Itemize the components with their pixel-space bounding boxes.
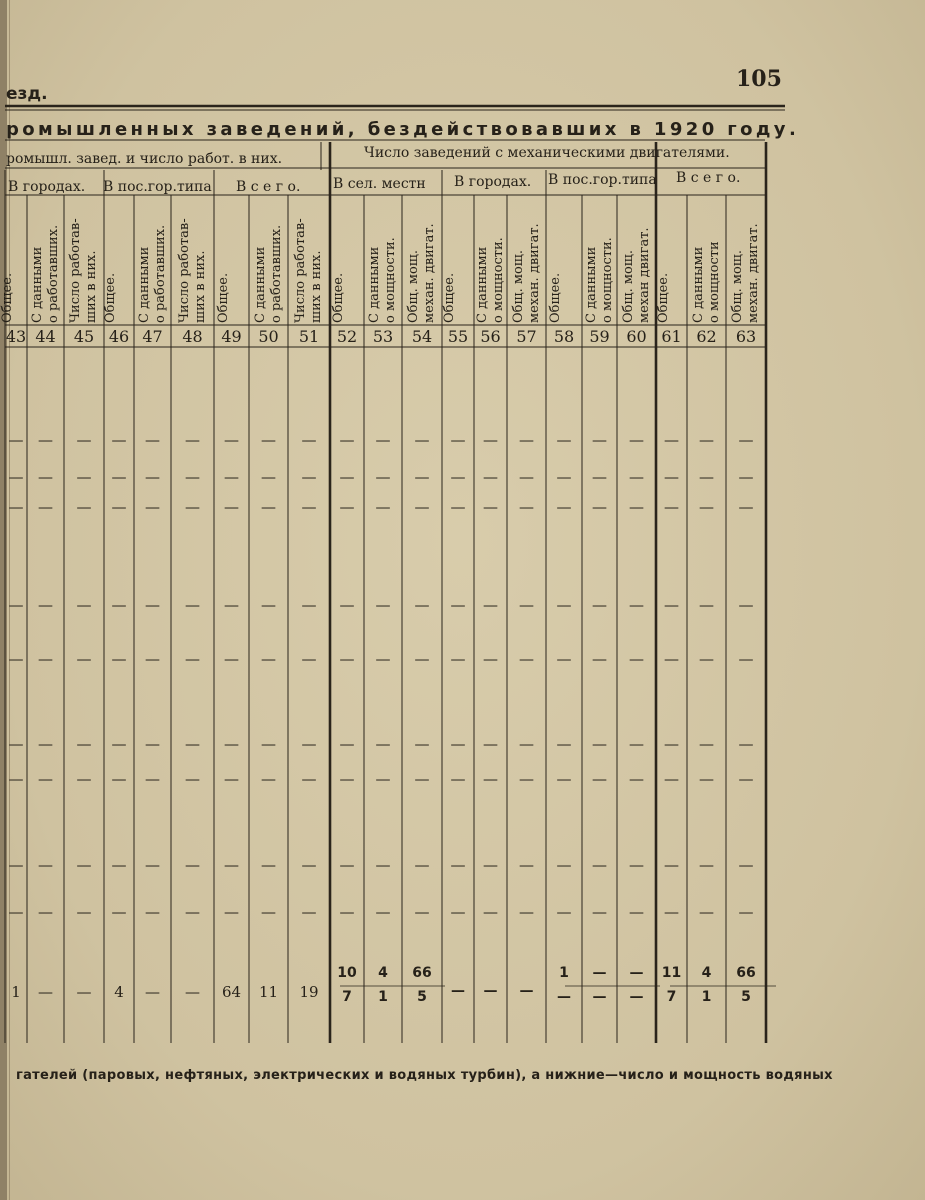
table-cell: — xyxy=(301,498,317,516)
table-cell: — xyxy=(738,735,754,753)
table-cell: — xyxy=(76,431,92,449)
table-cell: — xyxy=(483,856,498,874)
table-cell: — xyxy=(8,770,24,788)
table-cell: — xyxy=(738,431,754,449)
table-cell: — xyxy=(38,770,53,788)
table-cell: — xyxy=(375,596,391,614)
table-cell: — xyxy=(224,498,239,516)
table-cell: — xyxy=(483,650,498,668)
totals-cell: — xyxy=(629,965,644,981)
table-cell: — xyxy=(111,650,127,668)
column-label: С данными о мощности. xyxy=(474,237,506,323)
column-number: 56 xyxy=(480,327,501,346)
column-number: 54 xyxy=(411,327,433,346)
table-cell: — xyxy=(261,735,276,753)
table-cell: — xyxy=(261,650,276,668)
table-cell: — xyxy=(111,856,127,874)
table-cell: — xyxy=(38,431,53,449)
table-cell: — xyxy=(699,903,714,921)
table-cell: — xyxy=(339,770,355,788)
page-number: 105 xyxy=(736,66,782,92)
table-cell: — xyxy=(301,856,317,874)
totals-cell-lower: — xyxy=(629,989,644,1005)
table-cell: — xyxy=(111,498,127,516)
table-cell: — xyxy=(414,903,430,921)
totals-cell-lower: 1 xyxy=(378,989,388,1005)
subgroup-v-gorodakh-left: В городах. xyxy=(8,179,86,195)
table-cell: — xyxy=(375,903,391,921)
table-cell: — xyxy=(519,770,534,788)
column-number: 45 xyxy=(73,327,95,346)
table-cell: — xyxy=(629,770,644,788)
table-cell: — xyxy=(556,596,572,614)
table-cell: — xyxy=(185,735,200,753)
column-label: Общее. xyxy=(103,272,118,323)
column-number: 46 xyxy=(108,327,130,346)
column-label: Общ. мощ. механ. двигат. xyxy=(510,223,542,323)
table-cell: — xyxy=(261,431,276,449)
table-cell: — xyxy=(38,468,53,486)
totals-cell: — xyxy=(483,983,498,999)
table-cell: — xyxy=(111,468,127,486)
table-cell: — xyxy=(519,650,534,668)
column-label: С данными о мощности. xyxy=(367,237,398,323)
table-cell: — xyxy=(76,903,92,921)
table-cell: — xyxy=(483,770,498,788)
table-cell: — xyxy=(414,498,430,516)
table-cell: — xyxy=(699,498,714,516)
table-cell: — xyxy=(375,498,391,516)
table-cell: — xyxy=(556,431,572,449)
table-cell: — xyxy=(592,596,607,614)
table-cell: — xyxy=(738,770,754,788)
table-cell: — xyxy=(375,770,391,788)
table-cell: — xyxy=(556,650,572,668)
totals-cell: — xyxy=(592,965,607,981)
table-cell: — xyxy=(38,856,53,874)
table-cell: — xyxy=(483,468,498,486)
table-cell: — xyxy=(450,498,466,516)
table-cell: — xyxy=(519,596,534,614)
table-cell: — xyxy=(738,903,754,921)
table-cell: — xyxy=(145,770,160,788)
table-cell: — xyxy=(8,596,24,614)
table-cell: — xyxy=(38,903,53,921)
column-number: 59 xyxy=(589,327,610,346)
table-cell: — xyxy=(145,735,160,753)
table-cell: — xyxy=(450,650,466,668)
table-cell: — xyxy=(145,498,160,516)
totals-cell: — xyxy=(519,983,534,999)
table-cell: — xyxy=(592,856,607,874)
table-cell: — xyxy=(738,856,754,874)
table-cell: — xyxy=(224,903,239,921)
table-cell: — xyxy=(8,856,24,874)
table-cell: — xyxy=(76,498,92,516)
table-cell: — xyxy=(414,650,430,668)
column-label: Число работав- ших в них. xyxy=(293,218,324,323)
table-cell: — xyxy=(699,856,714,874)
totals-cell-lower: 5 xyxy=(417,989,427,1005)
totals-cell-lower: 5 xyxy=(741,989,751,1005)
group-header-right: Число заведений с механическими двигателями. xyxy=(364,145,730,161)
column-label: С данными о мощности xyxy=(690,241,722,323)
table-cell: — xyxy=(339,468,355,486)
table-cell: — xyxy=(592,498,607,516)
table-cell: — xyxy=(375,468,391,486)
table-cell: — xyxy=(664,770,679,788)
table-cell: — xyxy=(629,596,644,614)
table-cell: — xyxy=(414,856,430,874)
subgroup-v-sel-mestn: В сел. местн xyxy=(333,176,426,192)
column-number: 58 xyxy=(553,327,575,346)
totals-cell: 66 xyxy=(736,965,756,981)
table-cell: — xyxy=(224,431,239,449)
table-cell: — xyxy=(375,431,391,449)
table-cell: — xyxy=(38,498,53,516)
table-cell: — xyxy=(145,431,160,449)
table-cell: — xyxy=(185,468,200,486)
column-label: Общ. мощ. механ. двигат. xyxy=(730,223,761,323)
table-cell: — xyxy=(76,856,92,874)
table-cell: — xyxy=(339,856,355,874)
table-cell: — xyxy=(339,650,355,668)
column-number: 62 xyxy=(696,327,717,346)
table-cell: — xyxy=(664,735,679,753)
column-label: Общее. xyxy=(442,272,457,323)
table-cell: — xyxy=(76,650,92,668)
column-label: Общее. xyxy=(548,272,563,323)
table-cell: — xyxy=(76,468,92,486)
column-label: Общ. мощ. механ. двигат. xyxy=(406,223,437,323)
column-label: С данными о мощности. xyxy=(583,237,615,323)
table-cell: — xyxy=(483,735,498,753)
table-cell: — xyxy=(450,770,466,788)
table-cell: — xyxy=(483,498,498,516)
column-number: 63 xyxy=(735,327,757,346)
table-title: ромышленных заведений, бездействовавших в 1920 году. xyxy=(6,119,800,140)
table-cell: — xyxy=(592,770,607,788)
totals-cell-lower: 7 xyxy=(666,989,677,1005)
table-cell: — xyxy=(261,596,276,614)
totals-cell: 66 xyxy=(412,965,432,981)
table-cell: — xyxy=(699,468,714,486)
table-cell: — xyxy=(450,431,466,449)
table-cell: — xyxy=(519,903,534,921)
table-cell: — xyxy=(519,735,534,753)
table-cell: — xyxy=(301,431,317,449)
table-cell: — xyxy=(592,735,607,753)
table-cell: — xyxy=(261,903,276,921)
table-cell: — xyxy=(483,431,498,449)
column-label: С данными о работавших. xyxy=(29,224,61,323)
column-number: 61 xyxy=(661,327,682,346)
subgroup-v-gorodakh-right: В городах. xyxy=(454,174,532,190)
totals-cell-lower: — xyxy=(592,989,607,1005)
table-cell: — xyxy=(8,468,24,486)
table-cell: — xyxy=(8,903,24,921)
table-cell: — xyxy=(592,903,607,921)
table-cell: — xyxy=(8,431,24,449)
table-cell: — xyxy=(664,431,679,449)
table-cell: — xyxy=(450,596,466,614)
table-cell: — xyxy=(450,468,466,486)
table-cell: — xyxy=(301,596,317,614)
table-cell: — xyxy=(145,650,160,668)
totals-cell: — xyxy=(451,983,465,999)
table-cell: — xyxy=(38,650,53,668)
totals-cell-lower: 1 xyxy=(701,989,712,1005)
column-label: Общее. xyxy=(0,272,15,323)
table-cell: — xyxy=(699,770,714,788)
subgroup-v-pos-gor-tipa-left: В пос.гор.типа xyxy=(103,179,212,195)
table-cell: — xyxy=(592,468,607,486)
column-number: 48 xyxy=(182,327,203,346)
table-cell: — xyxy=(145,468,160,486)
column-number: 53 xyxy=(372,327,394,346)
table-cell: — xyxy=(519,498,534,516)
table-cell: — xyxy=(339,498,355,516)
table-cell: — xyxy=(185,596,200,614)
table-cell: — xyxy=(556,498,572,516)
column-label: Общее. xyxy=(331,272,346,323)
table-cell: — xyxy=(224,735,239,753)
table-cell: — xyxy=(224,650,239,668)
table-cell: — xyxy=(111,735,127,753)
table-cell: — xyxy=(301,770,317,788)
table-cell: — xyxy=(664,468,679,486)
table-cell: — xyxy=(738,468,754,486)
table-cell: — xyxy=(111,903,127,921)
table-cell: — xyxy=(699,431,714,449)
totals-cell-lower: 7 xyxy=(342,989,352,1005)
column-number: 52 xyxy=(336,327,358,346)
table-cell: — xyxy=(414,596,430,614)
table-cell: — xyxy=(738,650,754,668)
table-cell: — xyxy=(483,903,498,921)
table-cell: — xyxy=(450,856,466,874)
column-number: 55 xyxy=(447,327,469,346)
table-cell: — xyxy=(375,650,391,668)
table-cell: — xyxy=(224,770,239,788)
table-cell: — xyxy=(664,596,679,614)
table-cell: — xyxy=(301,468,317,486)
table-cell: — xyxy=(185,498,200,516)
table-cell: — xyxy=(592,431,607,449)
table-cell: — xyxy=(76,735,92,753)
table-cell: — xyxy=(185,770,200,788)
table-cell: — xyxy=(111,431,127,449)
table-cell: — xyxy=(664,856,679,874)
table-cell: — xyxy=(145,856,160,874)
table-cell: — xyxy=(738,596,754,614)
table-cell: — xyxy=(556,856,572,874)
table-cell: — xyxy=(261,468,276,486)
column-number: 44 xyxy=(35,327,56,346)
totals-cell: 1 xyxy=(559,965,569,981)
group-header-left: ромышл. завед. и число работ. в них. xyxy=(6,151,283,167)
totals-cell-lower: — xyxy=(557,989,571,1005)
totals-cell: 64 xyxy=(221,983,242,1001)
column-label: Общее. xyxy=(215,272,231,323)
table-cell: — xyxy=(301,735,317,753)
column-label: Число работав- ших в них. xyxy=(68,218,99,323)
subgroup-v-pos-gor-tipa-right: В пос.гор.типа xyxy=(548,172,657,188)
table-cell: — xyxy=(38,596,53,614)
table-cell: — xyxy=(519,856,534,874)
table-cell: — xyxy=(185,431,200,449)
table-cell: — xyxy=(414,770,430,788)
column-number: 49 xyxy=(221,327,242,346)
totals-cell: 19 xyxy=(299,983,319,1001)
table-cell: — xyxy=(339,903,355,921)
subgroup-vsego-left: В с е г о. xyxy=(236,179,301,195)
totals-cell: 1 xyxy=(11,983,21,1001)
column-number: 57 xyxy=(516,327,537,346)
table-cell: — xyxy=(629,735,644,753)
table-cell: — xyxy=(556,903,572,921)
table-cell: — xyxy=(450,903,466,921)
table-cell: — xyxy=(483,596,498,614)
table-cell: — xyxy=(414,468,430,486)
table-cell: — xyxy=(375,856,391,874)
table-cell: — xyxy=(738,498,754,516)
table-cell: — xyxy=(629,903,644,921)
table-cell: — xyxy=(664,650,679,668)
table-cell: — xyxy=(339,596,355,614)
table-cell: — xyxy=(76,596,92,614)
table-cell: — xyxy=(556,735,572,753)
table-cell: — xyxy=(629,650,644,668)
table-cell: — xyxy=(145,903,160,921)
column-number: 60 xyxy=(626,327,647,346)
footnote: гателей (паровых, нефтяных, электрических и водяных турбин), а нижние—число и мощность водяных xyxy=(16,1068,833,1083)
table-cell: — xyxy=(261,770,276,788)
column-number: 47 xyxy=(142,327,163,346)
table-cell: — xyxy=(629,431,644,449)
table-cell: — xyxy=(519,468,534,486)
totals-cell: — xyxy=(185,983,200,1001)
table-cell: — xyxy=(261,856,276,874)
column-label: С данными о работавших. xyxy=(252,224,284,323)
table-cell: — xyxy=(414,431,430,449)
column-label: Число работав- ших в них. xyxy=(176,218,208,323)
table-cell: — xyxy=(224,468,239,486)
table-cell: — xyxy=(375,735,391,753)
table-cell: — xyxy=(261,498,276,516)
table-cell: — xyxy=(145,596,160,614)
totals-cell: 11 xyxy=(258,983,279,1001)
table-cell: — xyxy=(301,650,317,668)
column-label: Общ. мощ. механ двигат. xyxy=(620,227,652,323)
table-cell: — xyxy=(629,498,644,516)
totals-cell: — xyxy=(38,983,53,1001)
totals-cell: — xyxy=(145,983,160,1001)
table-cell: — xyxy=(699,596,714,614)
column-label: С данными о работавших. xyxy=(136,224,168,323)
table-cell: — xyxy=(8,650,24,668)
table-cell: — xyxy=(339,735,355,753)
subgroup-vsego-right: В с е г о. xyxy=(676,170,741,186)
table-cell: — xyxy=(699,735,714,753)
table-cell: — xyxy=(556,468,572,486)
table-cell: — xyxy=(111,770,127,788)
table-cell: — xyxy=(111,596,127,614)
table-cell: — xyxy=(556,770,572,788)
table-cell: — xyxy=(339,431,355,449)
table-cell: — xyxy=(414,735,430,753)
table-cell: — xyxy=(519,431,534,449)
table-cell: — xyxy=(76,770,92,788)
totals-cell: 4 xyxy=(114,983,124,1001)
table-cell: — xyxy=(592,650,607,668)
table-cell: — xyxy=(224,596,239,614)
table-cell: — xyxy=(450,735,466,753)
district-label: езд. xyxy=(6,84,48,104)
column-number: 50 xyxy=(258,327,279,346)
table-cell: — xyxy=(8,498,24,516)
table-cell: — xyxy=(629,856,644,874)
table-cell: — xyxy=(699,650,714,668)
column-number: 43 xyxy=(5,327,27,346)
table-cell: — xyxy=(8,735,24,753)
table-cell: — xyxy=(224,856,239,874)
column-label: Общее. xyxy=(655,272,671,323)
table-cell: — xyxy=(185,650,200,668)
table-cell: — xyxy=(38,735,53,753)
table-cell: — xyxy=(185,856,200,874)
totals-cell: 4 xyxy=(378,965,388,981)
totals-cell: — xyxy=(76,983,92,1001)
totals-cell: 4 xyxy=(701,965,712,981)
table-cell: — xyxy=(185,903,200,921)
totals-cell: 11 xyxy=(661,965,682,981)
column-number: 51 xyxy=(298,327,320,346)
table-cell: — xyxy=(664,498,679,516)
table-cell: — xyxy=(301,903,317,921)
totals-cell: 10 xyxy=(337,965,357,981)
table-cell: — xyxy=(629,468,644,486)
table-cell: — xyxy=(664,903,679,921)
